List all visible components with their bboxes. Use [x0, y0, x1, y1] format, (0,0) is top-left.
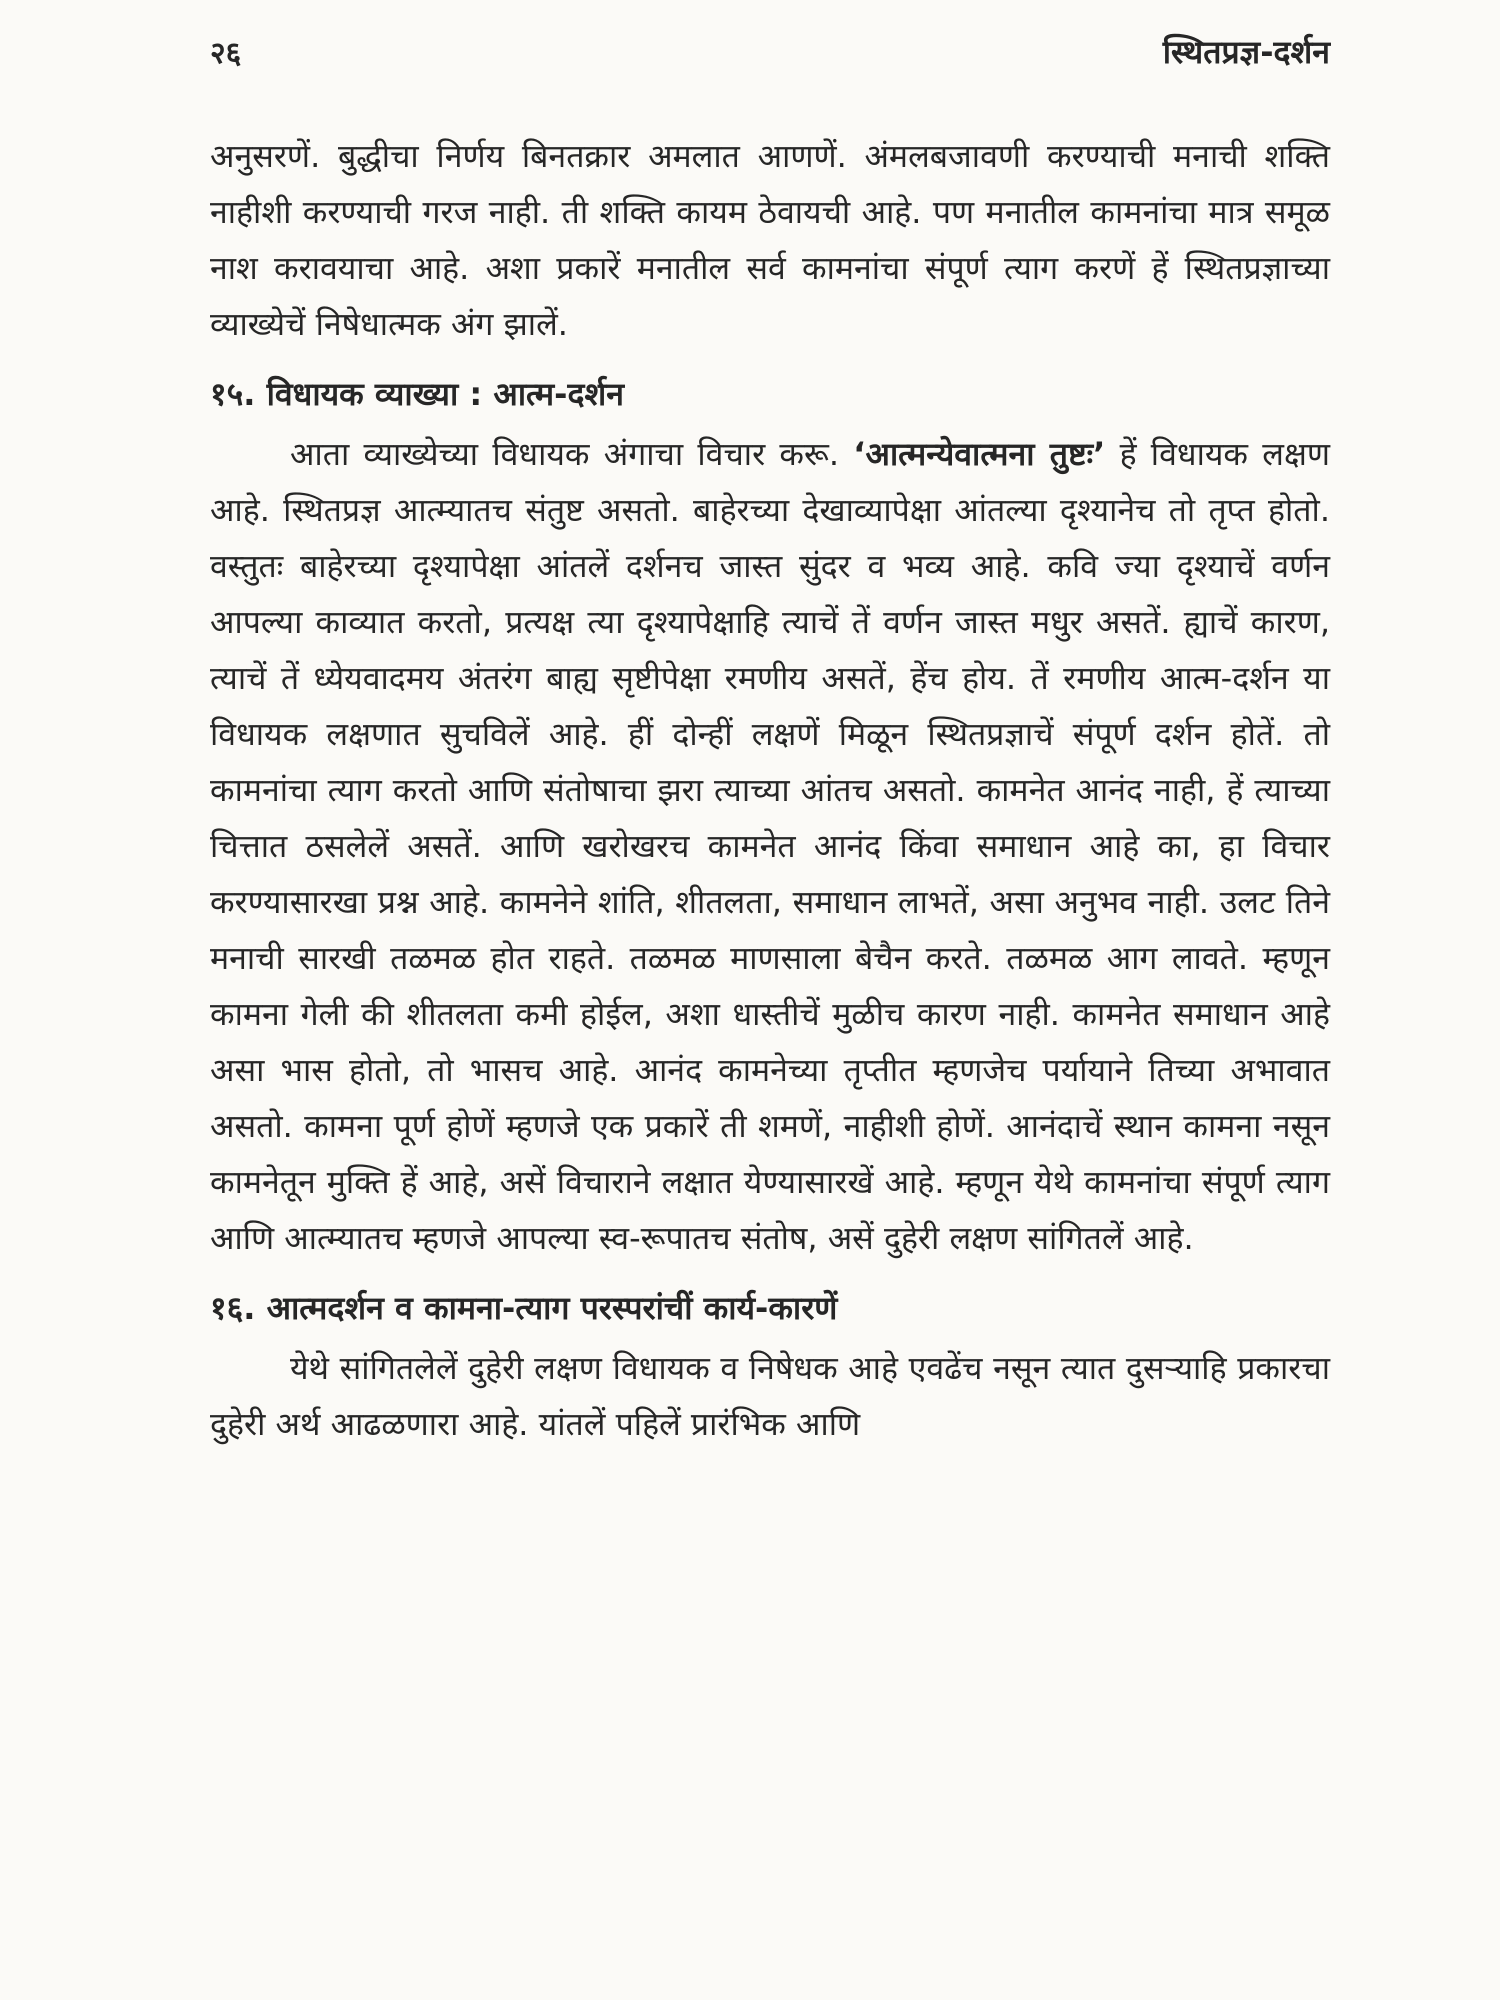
section-16-paragraph: येथे सांगितलेलें दुहेरी लक्षण विधायक व निषेधक आहे एवढेंच नसून त्यात दुसऱ्याहि प्रकारचा दुहेरी अर्थ आढळणारा आहे. यांतलें पहिलें प्रारंभिक आणि [210, 1349, 1330, 1443]
paragraph-continued: अनुसरणें. बुद्धीचा निर्णय बिनतक्रार अमलात आणणें. अंमलबजावणी करण्याची मनाची शक्ति नाहीशी करण्याची गरज नाही. ती शक्ति कायम ठेवायची आहे. पण मनातील कामनांचा मात्र समूळ नाश करावयाचा आहे. अशा प्रकारें मनातील सर्व कामनांचा संपूर्ण त्याग करणें हें स्थितप्रज्ञाच्या व्याख्येचें निषेधात्मक अंग झालें. [210, 137, 1330, 343]
running-title: स्थितप्रज्ञ-दर्शन [1162, 33, 1330, 71]
section-15-heading: १५. विधायक व्याख्या : आत्म-दर्शन [210, 375, 624, 413]
running-header [210, 30, 1330, 80]
section-15-body-text: हें विधायक लक्षण आहे. स्थितप्रज्ञ आत्म्यातच संतुष्ट असतो. बाहेरच्या देखाव्यापेक्षा आंतल्या दृश्यानेच तो तृप्त होतो. वस्तुतः बाहेरच्या दृश्यापेक्षा आंतलें दर्शनच जास्त सुंदर व भव्य आहे. कवि ज्या दृश्याचें वर्णन आपल्या काव्यात करतो, प्रत्यक्ष त्या दृश्यापेक्षाहि त्याचें तें वर्णन जास्त मधुर असतें. ह्याचें कारण, त्याचें तें ध्येयवादमय अंतरंग बाह्य सृष्टीपेक्षा रमणीय असतें, हेंच होय. तें रमणीय आत्म-दर्शन या विधायक लक्षणात सुचविलें आहे. हीं दोन्हीं लक्षणें मिळून स्थितप्रज्ञाचें संपूर्ण दर्शन होतें. तो कामनांचा त्याग करतो आणि संतोषाचा झरा त्याच्या आंतच असतो. कामनेत आनंद नाही, हें त्याच्या चित्तात ठसलेलें असतें. आणि खरोखरच कामनेत आनंद किंवा समाधान आहे का, हा विचार करण्यासारखा प्रश्न आहे. कामनेने शांति, शीतलता, समाधान लाभतें, असा अनुभव नाही. उलट तिने मनाची सारखी तळमळ होत राहते. तळमळ माणसाला बेचैन करते. तळमळ आग लावते. म्हणून कामना गेली की शीतलता कमी होईल, अशा धास्तीचें मुळीच कारण नाही. कामनेत समाधान आहे असा भास होतो, तो भासच आहे. आनंद कामनेच्या तृप्तीत म्हणजेच पर्यायाने तिच्या अभावात असतो. कामना पूर्ण होणें म्हणजे एक प्रकारें ती शमणें, नाहीशी होणें. आनंदाचें स्थान कामना नसून कामनेतून मुक्ति हें आहे, असें विचाराने लक्षात येण्यासारखें आहे. म्हणून येथे कामनांचा संपूर्ण त्याग आणि आत्म्यातच म्हणजे आपल्या स्व-रूपातच संतोष, असें दुहेरी लक्षण सांगितलें आहे. [210, 435, 1331, 1257]
section-15-paragraph [210, 426, 1330, 1266]
page-number: २६ [210, 36, 242, 71]
section-15-lead-text: आता व्याख्येच्या विधायक अंगाचा विचार करू. [290, 435, 840, 473]
section-16-heading: १६. आत्मदर्शन व कामना-त्याग परस्परांचीं कार्य-कारणें [210, 1289, 838, 1327]
sanskrit-quote: ‘आत्मन्येवात्मना तुष्टः’ [853, 435, 1106, 473]
